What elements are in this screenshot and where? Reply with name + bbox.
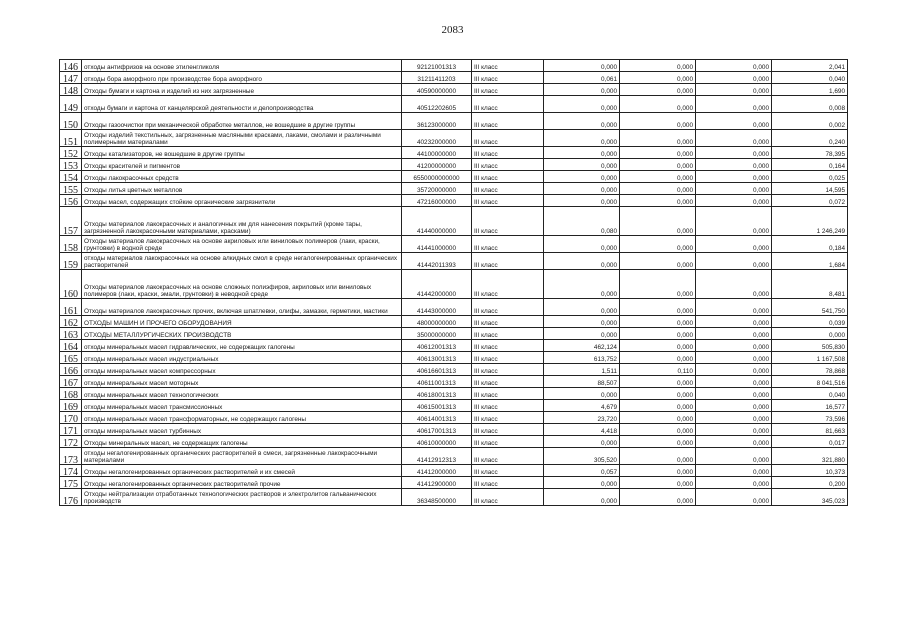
hazard-class: III класс [472,376,544,388]
table-row [60,465,848,477]
hazard-class: III класс [472,328,544,340]
value-col-2: 0,000 [620,400,696,412]
hazard-class: III класс [472,400,544,412]
row-number: 165 [60,352,82,364]
value-col-4: 0,000 [772,328,848,340]
value-col-4: 1 167,508 [772,352,848,364]
hazard-class: III класс [472,412,544,424]
waste-code: 35720000000 [402,183,472,195]
value-col-4: 345,023 [772,489,848,506]
value-col-2: 0,000 [620,465,696,477]
value-col-3: 0,000 [696,72,772,84]
hazard-class: III класс [472,147,544,159]
value-col-1: 0,000 [544,113,620,130]
value-col-2: 0,000 [620,159,696,171]
waste-name: отходы минеральных масел трансмиссионных [82,400,402,412]
value-col-4: 505,830 [772,340,848,352]
hazard-class: III класс [472,60,544,72]
waste-name: отходы бумаги и картона от канцелярской деятельности и делопроизводства [82,96,402,113]
value-col-3: 0,000 [696,376,772,388]
waste-name: отходы минеральных масел трансформаторных, не содержащих галогены [82,412,402,424]
value-col-4: 0,200 [772,477,848,489]
row-number: 169 [60,400,82,412]
value-col-2: 0,000 [620,328,696,340]
waste-name: Отходы негалогенированных органических растворителей прочие [82,477,402,489]
value-col-4: 321,880 [772,448,848,465]
value-col-3: 0,000 [696,364,772,376]
value-col-2: 0,000 [620,195,696,207]
value-col-2: 0,000 [620,352,696,364]
row-number: 164 [60,340,82,352]
waste-code: 36348500000 [402,489,472,506]
table-row [60,113,848,130]
value-col-4: 8 041,516 [772,376,848,388]
hazard-class: III класс [472,183,544,195]
value-col-3: 0,000 [696,340,772,352]
value-col-1: 4,679 [544,400,620,412]
value-col-1: 0,000 [544,96,620,113]
value-col-3: 0,000 [696,84,772,96]
waste-name: отходы минеральных масел моторных [82,376,402,388]
value-col-1: 613,752 [544,352,620,364]
value-col-1: 462,124 [544,340,620,352]
value-col-1: 4,418 [544,424,620,436]
value-col-1: 0,000 [544,436,620,448]
table-row [60,436,848,448]
table-row [60,60,848,72]
value-col-4: 2,041 [772,60,848,72]
row-number: 175 [60,477,82,489]
value-col-2: 0,000 [620,376,696,388]
hazard-class: III класс [472,364,544,376]
row-number: 160 [60,270,82,299]
value-col-3: 0,000 [696,465,772,477]
value-col-2: 0,000 [620,412,696,424]
table-row [60,364,848,376]
waste-code: 40613001313 [402,352,472,364]
value-col-2: 0,000 [620,477,696,489]
value-col-3: 0,000 [696,388,772,400]
waste-code: 41412912313 [402,448,472,465]
waste-name: Отходы минеральных масел, не содержащих галогены [82,436,402,448]
value-col-2: 0,000 [620,171,696,183]
hazard-class: III класс [472,436,544,448]
table-row [60,183,848,195]
hazard-class: III класс [472,388,544,400]
waste-name: Отходы материалов лакокрасочных и аналогичных им для нанесения покрытий (кроме тары, загрязненной лакокрасочными материалами, красками) [82,207,402,236]
value-col-2: 0,000 [620,130,696,147]
row-number: 153 [60,159,82,171]
waste-code: 92121001313 [402,60,472,72]
value-col-1: 0,000 [544,253,620,270]
value-col-1: 0,000 [544,489,620,506]
value-col-4: 78,395 [772,147,848,159]
hazard-class: III класс [472,159,544,171]
value-col-2: 0,000 [620,113,696,130]
value-col-2: 0,000 [620,253,696,270]
value-col-3: 0,000 [696,424,772,436]
value-col-1: 0,057 [544,465,620,477]
value-col-3: 0,000 [696,412,772,424]
value-col-4: 1,684 [772,253,848,270]
value-col-2: 0,000 [620,236,696,253]
value-col-4: 10,373 [772,465,848,477]
hazard-class: III класс [472,72,544,84]
row-number: 168 [60,388,82,400]
waste-code: 40616601313 [402,364,472,376]
waste-code: 41442000000 [402,270,472,299]
waste-name: отходы минеральных масел компрессорных [82,364,402,376]
row-number: 159 [60,253,82,270]
waste-name: отходы антифризов на основе этиленгликоля [82,60,402,72]
value-col-4: 0,040 [772,388,848,400]
value-col-1: 305,520 [544,448,620,465]
value-col-2: 0,000 [620,270,696,299]
value-col-2: 0,000 [620,207,696,236]
waste-name: Отходы изделий текстильных, загрязненные масляными красками, лаками, смолами и различными полимерными материалами [82,130,402,147]
value-col-3: 0,000 [696,400,772,412]
value-col-1: 0,000 [544,270,620,299]
value-col-3: 0,000 [696,436,772,448]
waste-code: 35000000000 [402,328,472,340]
value-col-4: 14,595 [772,183,848,195]
table-body [60,60,848,506]
table-row [60,84,848,96]
waste-name: отходы бора аморфного при производстве бора аморфного [82,72,402,84]
value-col-4: 0,002 [772,113,848,130]
table-row [60,96,848,113]
value-col-3: 0,000 [696,113,772,130]
table-row [60,316,848,328]
value-col-3: 0,000 [696,130,772,147]
row-number: 163 [60,328,82,340]
row-number: 161 [60,299,82,316]
value-col-4: 0,017 [772,436,848,448]
table-row [60,424,848,436]
table-row [60,253,848,270]
value-col-3: 0,000 [696,195,772,207]
value-col-1: 0,000 [544,299,620,316]
waste-name: Отходы бумаги и картона и изделий из них загрязненные [82,84,402,96]
waste-code: 41412900000 [402,477,472,489]
value-col-4: 0,040 [772,72,848,84]
waste-name: Отходы нейтрализации отработанных технологических растворов и электролитов гальванических производств [82,489,402,506]
hazard-class: III класс [472,130,544,147]
hazard-class: III класс [472,253,544,270]
table-row [60,400,848,412]
waste-code: 41441000000 [402,236,472,253]
waste-code: 31211411203 [402,72,472,84]
value-col-4: 0,164 [772,159,848,171]
value-col-1: 23,720 [544,412,620,424]
waste-code: 40617001313 [402,424,472,436]
waste-code: 41440000000 [402,207,472,236]
table-row [60,448,848,465]
row-number: 172 [60,436,82,448]
value-col-2: 0,000 [620,183,696,195]
value-col-1: 0,000 [544,316,620,328]
hazard-class: III класс [472,424,544,436]
waste-name: Отходы материалов лакокрасочных на основе акриловых или виниловых полимеров (лаки, краски, грунтовки) в водной среде [82,236,402,253]
waste-name: Отходы красителей и пигментов [82,159,402,171]
value-col-3: 0,000 [696,489,772,506]
value-col-2: 0,000 [620,147,696,159]
waste-name: отходы материалов лакокрасочных на основе алкидных смол в среде негалогенированных органических растворителей [82,253,402,270]
row-number: 173 [60,448,82,465]
hazard-class: III класс [472,84,544,96]
value-col-2: 0,110 [620,364,696,376]
hazard-class: III класс [472,195,544,207]
row-number: 148 [60,84,82,96]
value-col-4: 1 246,249 [772,207,848,236]
row-number: 156 [60,195,82,207]
value-col-2: 0,000 [620,424,696,436]
hazard-class: III класс [472,465,544,477]
table-row [60,388,848,400]
value-col-3: 0,000 [696,183,772,195]
table-row [60,489,848,506]
waste-name: отходы минеральных масел турбинных [82,424,402,436]
value-col-2: 0,000 [620,96,696,113]
hazard-class: III класс [472,113,544,130]
hazard-class: III класс [472,299,544,316]
value-col-4: 541,750 [772,299,848,316]
value-col-1: 0,000 [544,84,620,96]
value-col-1: 0,000 [544,195,620,207]
waste-name: Отходы материалов лакокрасочных прочих, включая шпатлевки, олифы, замазки, герметики, мастики [82,299,402,316]
value-col-3: 0,000 [696,270,772,299]
table-row [60,376,848,388]
value-col-4: 78,868 [772,364,848,376]
table-row [60,352,848,364]
waste-name: ОТХОДЫ МАШИН И ПРОЧЕГО ОБОРУДОВАНИЯ [82,316,402,328]
table-row [60,171,848,183]
waste-code: 40618001313 [402,388,472,400]
value-col-3: 0,000 [696,299,772,316]
value-col-4: 0,240 [772,130,848,147]
waste-code: 41412000000 [402,465,472,477]
value-col-3: 0,000 [696,328,772,340]
table-row [60,328,848,340]
value-col-1: 88,507 [544,376,620,388]
row-number: 152 [60,147,82,159]
table-row [60,236,848,253]
hazard-class: III класс [472,340,544,352]
row-number: 170 [60,412,82,424]
value-col-4: 81,663 [772,424,848,436]
hazard-class: III класс [472,316,544,328]
table-row [60,72,848,84]
value-col-2: 0,000 [620,316,696,328]
row-number: 166 [60,364,82,376]
waste-code: 47216000000 [402,195,472,207]
waste-name: отходы минеральных масел гидравлических, не содержащих галогены [82,340,402,352]
row-number: 174 [60,465,82,477]
value-col-1: 1,511 [544,364,620,376]
hazard-class: III класс [472,448,544,465]
waste-name: Отходы масел, содержащих стойкие органические загрязнители [82,195,402,207]
waste-code: 40614001313 [402,412,472,424]
hazard-class: III класс [472,270,544,299]
value-col-3: 0,000 [696,147,772,159]
value-col-1: 0,000 [544,147,620,159]
value-col-1: 0,000 [544,130,620,147]
waste-name: отходы негалогенированных органических растворителей в смеси, загрязненные лакокрасочными материалами [82,448,402,465]
row-number: 167 [60,376,82,388]
value-col-2: 0,000 [620,489,696,506]
value-col-3: 0,000 [696,96,772,113]
value-col-4: 0,039 [772,316,848,328]
waste-name: Отходы газоочистки при механической обработке металлов, не вошедшие в другие группы [82,113,402,130]
hazard-class: III класс [472,236,544,253]
row-number: 171 [60,424,82,436]
row-number: 157 [60,207,82,236]
waste-code: 48000000000 [402,316,472,328]
waste-name: отходы минеральных масел технологических [82,388,402,400]
table-row [60,477,848,489]
hazard-class: III класс [472,207,544,236]
value-col-3: 0,000 [696,316,772,328]
value-col-1: 0,000 [544,171,620,183]
waste-code: 41442011393 [402,253,472,270]
row-number: 155 [60,183,82,195]
value-col-2: 0,000 [620,299,696,316]
hazard-class: III класс [472,171,544,183]
waste-table [59,59,848,506]
value-col-2: 0,000 [620,340,696,352]
value-col-3: 0,000 [696,352,772,364]
table-row [60,412,848,424]
value-col-3: 0,000 [696,207,772,236]
value-col-4: 0,184 [772,236,848,253]
value-col-2: 0,000 [620,436,696,448]
waste-name: Отходы катализаторов, не вошедшие в другие группы [82,147,402,159]
value-col-1: 0,061 [544,72,620,84]
value-col-3: 0,000 [696,236,772,253]
hazard-class: III класс [472,489,544,506]
hazard-class: III класс [472,477,544,489]
value-col-4: 1,690 [772,84,848,96]
waste-code: 40612001313 [402,340,472,352]
table-row [60,159,848,171]
waste-name: отходы минеральных масел индустриальных [82,352,402,364]
table-row [60,130,848,147]
value-col-4: 0,072 [772,195,848,207]
hazard-class: III класс [472,96,544,113]
value-col-1: 0,000 [544,236,620,253]
value-col-1: 0,000 [544,159,620,171]
row-number: 147 [60,72,82,84]
value-col-3: 0,000 [696,448,772,465]
value-col-4: 0,008 [772,96,848,113]
value-col-2: 0,000 [620,388,696,400]
value-col-2: 0,000 [620,448,696,465]
table-row [60,207,848,236]
value-col-3: 0,000 [696,159,772,171]
row-number: 158 [60,236,82,253]
waste-code: 40232000000 [402,130,472,147]
row-number: 149 [60,96,82,113]
waste-code: 36123000000 [402,113,472,130]
table-row [60,270,848,299]
value-col-1: 0,000 [544,183,620,195]
value-col-4: 16,577 [772,400,848,412]
value-col-3: 0,000 [696,477,772,489]
waste-name: ОТХОДЫ МЕТАЛЛУРГИЧЕСКИХ ПРОИЗВОДСТВ [82,328,402,340]
table-row [60,299,848,316]
value-col-4: 73,596 [772,412,848,424]
row-number: 151 [60,130,82,147]
row-number: 154 [60,171,82,183]
value-col-3: 0,000 [696,60,772,72]
row-number: 176 [60,489,82,506]
value-col-2: 0,000 [620,84,696,96]
value-col-4: 8,481 [772,270,848,299]
table-row [60,147,848,159]
waste-name: Отходы негалогенированных органических растворителей и их смесей [82,465,402,477]
table-row [60,340,848,352]
waste-name: Отходы литья цветных металлов [82,183,402,195]
value-col-4: 0,025 [772,171,848,183]
waste-code: 41443000000 [402,299,472,316]
waste-name: Отходы лакокрасочных средств [82,171,402,183]
value-col-2: 0,000 [620,60,696,72]
waste-code: 41200000000 [402,159,472,171]
value-col-1: 0,000 [544,60,620,72]
value-col-3: 0,000 [696,253,772,270]
waste-code: 44100000000 [402,147,472,159]
value-col-1: 0,000 [544,477,620,489]
value-col-1: 0,080 [544,207,620,236]
page-number: 2083 [441,24,464,36]
value-col-2: 0,000 [620,72,696,84]
waste-code: 40512202605 [402,96,472,113]
waste-code: 40610000000 [402,436,472,448]
row-number: 146 [60,60,82,72]
hazard-class: III класс [472,352,544,364]
value-col-1: 0,000 [544,328,620,340]
waste-code: 6550000000000 [402,171,472,183]
row-number: 150 [60,113,82,130]
waste-code: 40615001313 [402,400,472,412]
table-row [60,195,848,207]
waste-name: Отходы материалов лакокрасочных на основе сложных полиэфиров, акриловых или виниловых полимеров (лаки, краски, эмали, грунтовки) в неводной среде [82,270,402,299]
waste-code: 40590000000 [402,84,472,96]
value-col-3: 0,000 [696,171,772,183]
waste-code: 40611001313 [402,376,472,388]
value-col-1: 0,000 [544,388,620,400]
row-number: 162 [60,316,82,328]
